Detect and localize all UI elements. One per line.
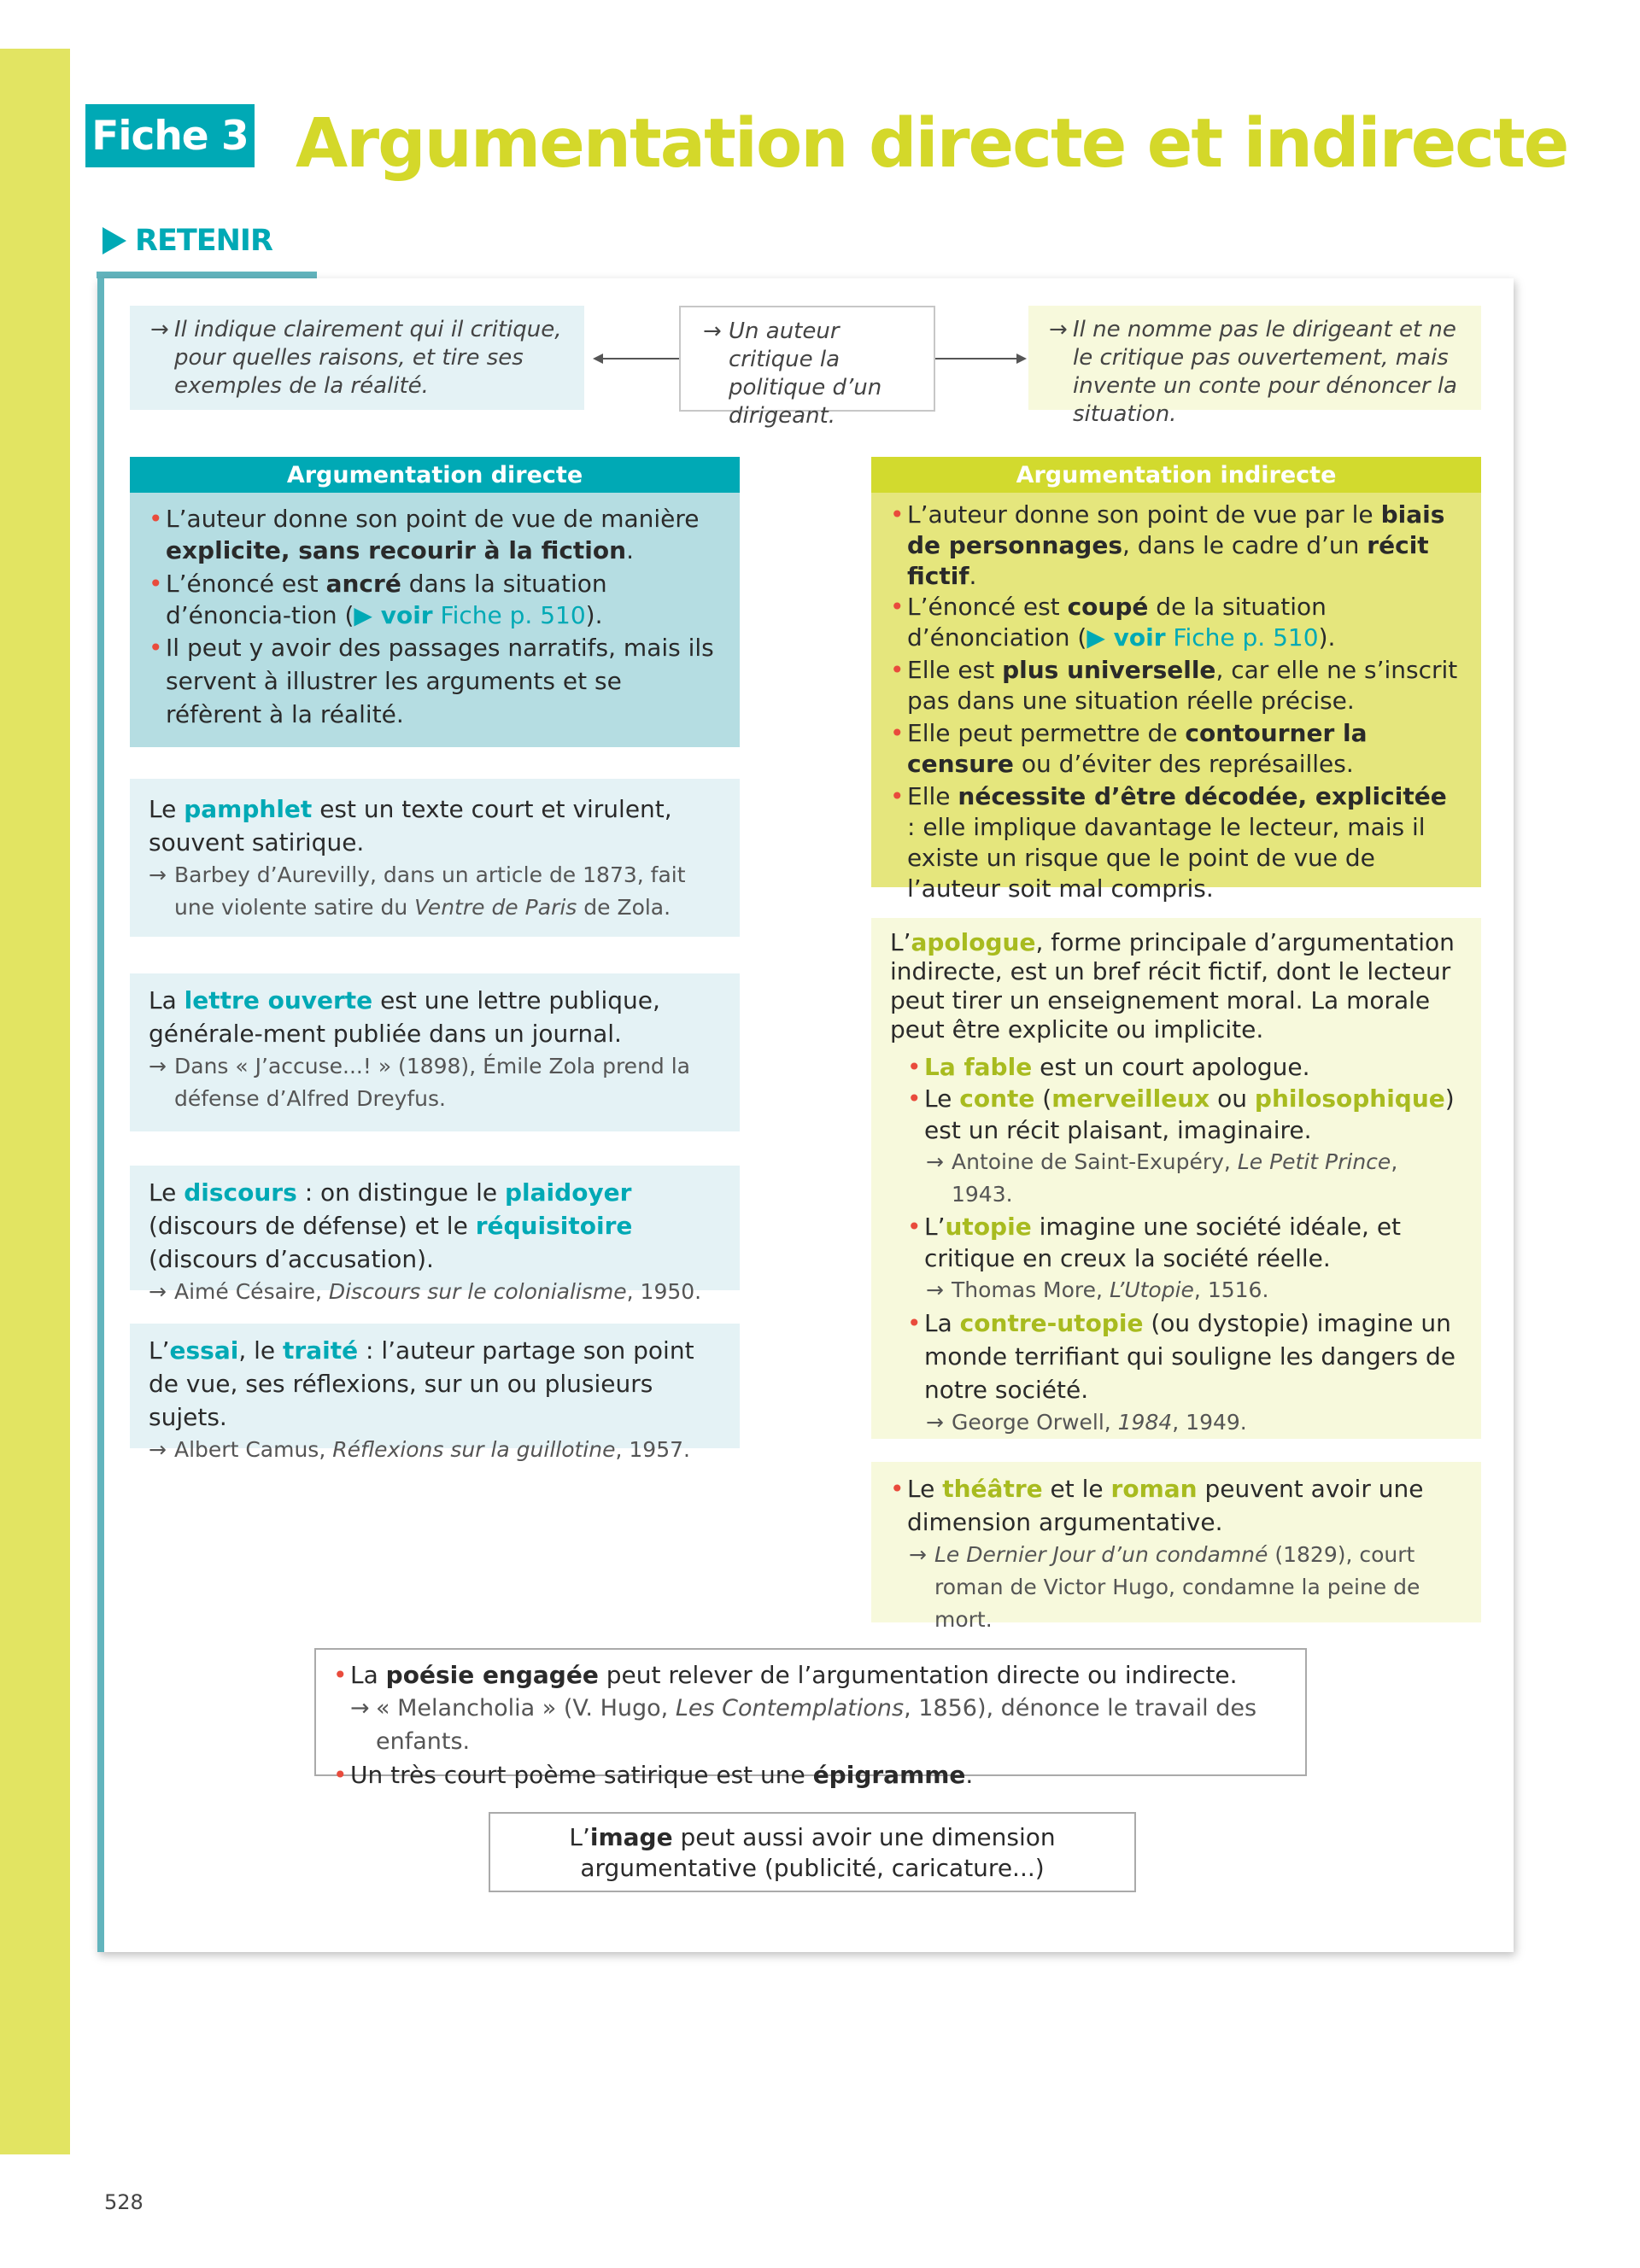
poesie-bullet-1: • La poésie engagée peut relever de l’argumentation directe ou indirecte. → « Melancholia » (V. Hugo, Les Contemplations, 1856), dénonce le travail des enfants. — [333, 1658, 1288, 1758]
direct-bullet-3: • Il peut y avoir des passages narratifs, mais ils servent à illustrer les arguments et se réfèrent à la réalité. — [149, 631, 721, 731]
poesie-example: → « Melancholia » (V. Hugo, Les Contemplations, 1856), dénonce le travail des enfants. — [350, 1695, 1257, 1755]
voir-link[interactable]: ▶ voir — [354, 601, 433, 629]
arrow-right-icon: → — [1049, 317, 1068, 342]
direct-bullet-2: • L’énoncé est ancré dans la situation d’énoncia-tion (▶ voir Fiche p. 510). — [149, 568, 721, 631]
theatre-definition: • Le théâtre et le roman peuvent avoir une dimension argumentative. → Le Dernier Jour d’un condamné (1829), court roman de Victor Hugo, condamne la peine de mort. — [890, 1472, 1462, 1636]
indirect-bullet-5: • Elle nécessite d’être décodée, explicitée : elle implique davantage le lecteur, mais il existe un risque que le point de vue de l’auteur soit mal compris. — [890, 781, 1462, 904]
fiche-link[interactable]: Fiche p. 510 — [1165, 623, 1319, 652]
apologue-box — [871, 918, 1481, 1439]
lettre-definition: La lettre ouverte est une lettre publique, générale-ment publiée dans un journal. — [149, 986, 660, 1048]
direct-box — [130, 493, 740, 747]
indirect-bullet-1: • L’auteur donne son point de vue par le biais de personnages, dans le cadre d’un récit fictif. — [890, 500, 1462, 592]
image-box: L’image peut aussi avoir une dimension argumentative (publicité, caricature...) — [489, 1812, 1136, 1892]
essai-definition: L’essai, le traité : l’auteur partage son point de vue, ses réflexions, sur un ou plusieurs sujets. — [149, 1336, 694, 1431]
arrow-right-icon: → — [150, 317, 169, 342]
poesie-box — [314, 1648, 1307, 1789]
essai-example: → Albert Camus, Réflexions sur la guillotine, 1957. — [149, 1437, 690, 1462]
direct-explanation-text: Il indique clairement qui il critique, pour quelles raisons, et tire ses exemples de la réalité. — [174, 317, 562, 399]
conte-example: → Antoine de Saint-Exupéry, Le Petit Prince, 1943. — [926, 1149, 1398, 1207]
essai-box — [130, 1324, 740, 1462]
page-title: Argumentation directe et indirecte — [296, 104, 1568, 183]
lettre-example: → Dans « J’accuse...! » (1898), Émile Zola prend la défense d’Alfred Dreyfus. — [149, 1054, 690, 1111]
discours-box — [130, 1166, 740, 1304]
indirect-explanation-text: Il ne nomme pas le dirigeant et ne le critique pas ouvertement, mais invente un conte pour dénoncer la situation. — [1073, 317, 1457, 427]
fiche-badge: Fiche 3 — [85, 104, 255, 167]
apologue-definition: L’apologue, forme principale d’argumentation indirecte, est un bref récit fictif, dont le lecteur peut tirer un enseignement moral. La morale peut être explicite ou implicite. — [890, 928, 1455, 1043]
direct-explanation-box — [130, 306, 584, 410]
direct-heading: Argumentation directe — [130, 457, 740, 493]
page-sidebar-band — [0, 49, 70, 2154]
indirect-heading: Argumentation indirecte — [871, 457, 1481, 493]
arrow-right-icon: → — [703, 319, 722, 344]
author-critique-text: Un auteur critique la politique d’un dirigeant. — [729, 319, 882, 429]
arrowhead-right-icon — [1016, 354, 1027, 364]
poesie-bullet-2: • Un très court poème satirique est une épigramme. — [333, 1758, 1288, 1792]
play-triangle-icon — [102, 227, 126, 254]
voir-link[interactable]: ▶ voir — [1086, 623, 1166, 652]
apologue-conte: • Le conte (merveilleux ou philosophique) est un récit plaisant, imaginaire. → Antoine de Saint-Exupéry, Le Petit Prince, 1943. — [907, 1083, 1462, 1211]
utopie-example: → Thomas More, L’Utopie, 1516. — [926, 1277, 1269, 1302]
connector-line-left — [598, 358, 679, 359]
page-number: 528 — [104, 2190, 144, 2214]
pamphlet-box — [130, 779, 740, 937]
section-heading-retenir — [102, 224, 272, 258]
section-heading-label: RETENIR — [135, 224, 272, 258]
pamphlet-definition: Le pamphlet est un texte court et virulent, souvent satirique. — [149, 795, 672, 856]
discours-example: → Aimé Césaire, Discours sur le colonialisme, 1950. — [149, 1279, 702, 1304]
indirect-bullet-2: • L’énoncé est coupé de la situation d’énonciation (▶ voir Fiche p. 510). — [890, 592, 1462, 653]
indirect-bullet-3: • Elle est plus universelle, car elle ne s’inscrit pas dans une situation réelle précise. — [890, 655, 1462, 716]
apologue-fable: • La fable est un court apologue. — [907, 1051, 1462, 1083]
indirect-bullet-4: • Elle peut permettre de contourner la censure ou d’éviter des représailles. — [890, 718, 1462, 780]
arrowhead-left-icon — [593, 354, 603, 364]
contre-utopie-example: → George Orwell, 1984, 1949. — [926, 1410, 1247, 1435]
fiche-link[interactable]: Fiche p. 510 — [432, 601, 586, 629]
author-critique-box — [679, 306, 935, 429]
theatre-roman-box — [871, 1462, 1481, 1632]
apologue-contre-utopie: • La contre-utopie (ou dystopie) imagine un monde terrifiant qui souligne les dangers de notre société. → George Orwell, 1984, 1949. — [907, 1306, 1462, 1439]
connector-line-right — [935, 358, 1016, 359]
direct-bullet-1: • L’auteur donne son point de vue de manière explicite, sans recourir à la fiction. — [149, 503, 721, 566]
indirect-box — [871, 493, 1481, 903]
indirect-explanation-box — [1028, 306, 1481, 427]
apologue-utopie: • L’utopie imagine une société idéale, et critique en creux la société réelle. → Thomas More, L’Utopie, 1516. — [907, 1211, 1462, 1306]
theatre-example: → Le Dernier Jour d’un condamné (1829), court roman de Victor Hugo, condamne la peine de mort. — [909, 1542, 1420, 1632]
pamphlet-example: → Barbey d’Aurevilly, dans un article de 1873, fait une violente satire du Ventre de Paris de Zola. — [149, 862, 686, 920]
discours-definition: Le discours : on distingue le plaidoyer (discours de défense) et le réquisitoire (discours d’accusation). — [149, 1178, 633, 1273]
lettre-ouverte-box — [130, 973, 740, 1131]
panel-tab — [97, 272, 317, 278]
